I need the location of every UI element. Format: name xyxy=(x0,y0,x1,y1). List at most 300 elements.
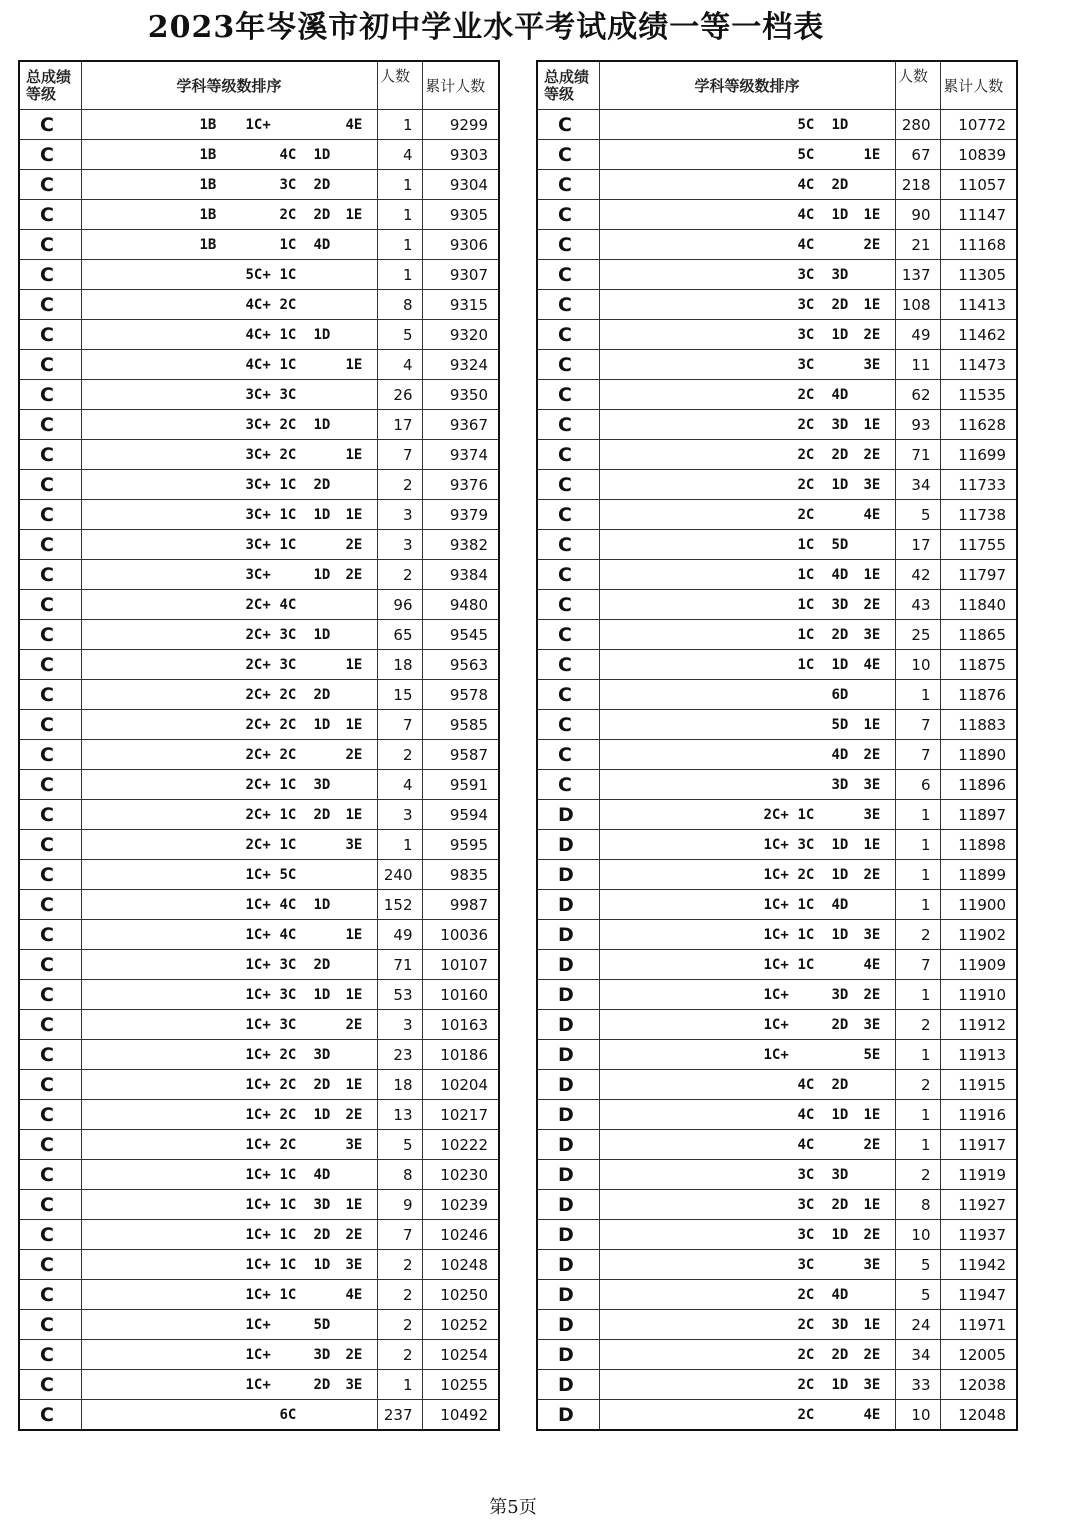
table-row xyxy=(19,860,499,890)
table-row xyxy=(537,230,1017,260)
count-cell: 15 xyxy=(377,680,422,710)
table-row xyxy=(19,350,499,380)
sequence-slot: 3D xyxy=(831,596,849,613)
count-cell: 1 xyxy=(377,230,422,260)
grade-cell: D xyxy=(537,1340,599,1370)
sequence-cell xyxy=(599,650,895,680)
cumulative-cell: 9563 xyxy=(422,650,499,680)
cumulative-cell: 10107 xyxy=(422,950,499,980)
sequence-cell xyxy=(599,500,895,530)
sequence-slot: 1E xyxy=(863,1106,881,1123)
table-row xyxy=(19,890,499,920)
sequence-slot: 5D xyxy=(831,536,849,553)
cumulative-cell: 11942 xyxy=(940,1250,1017,1280)
sequence-slot: 3C xyxy=(797,356,815,373)
count-cell: 17 xyxy=(895,530,940,560)
grade-cell: C xyxy=(19,1280,81,1310)
sequence-cell xyxy=(599,470,895,500)
table-row xyxy=(19,380,499,410)
table-row xyxy=(537,920,1017,950)
table-row xyxy=(537,1130,1017,1160)
table-row xyxy=(537,1310,1017,1340)
grade-cell: C xyxy=(19,140,81,170)
sequence-slot: 1C+ xyxy=(245,956,271,973)
table-row xyxy=(19,1160,499,1190)
grade-cell: C xyxy=(19,1370,81,1400)
count-cell: 2 xyxy=(377,560,422,590)
sequence-slot: 1C xyxy=(279,806,297,823)
cumulative-cell: 9299 xyxy=(422,110,499,140)
cumulative-cell: 9578 xyxy=(422,680,499,710)
sequence-slot: 2D xyxy=(831,296,849,313)
sequence-cell xyxy=(599,260,895,290)
cumulative-cell: 10492 xyxy=(422,1400,499,1431)
count-cell: 7 xyxy=(377,440,422,470)
table-row xyxy=(19,980,499,1010)
grade-cell: D xyxy=(537,1100,599,1130)
sequence-cell xyxy=(81,950,377,980)
cumulative-cell: 9591 xyxy=(422,770,499,800)
sequence-cell xyxy=(81,620,377,650)
sequence-slot: 2E xyxy=(863,326,881,343)
sequence-slot: 1E xyxy=(345,986,363,1003)
count-cell: 2 xyxy=(377,740,422,770)
table-row xyxy=(537,1370,1017,1400)
cumulative-cell: 11896 xyxy=(940,770,1017,800)
sequence-cell xyxy=(81,590,377,620)
sequence-slot: 2C+ xyxy=(245,716,271,733)
cumulative-cell: 9480 xyxy=(422,590,499,620)
table-row xyxy=(537,1040,1017,1070)
table-row xyxy=(19,770,499,800)
sequence-slot: 1C+ xyxy=(245,1166,271,1183)
grade-cell: C xyxy=(19,770,81,800)
table-row xyxy=(19,1280,499,1310)
sequence-slot: 2D xyxy=(313,1376,331,1393)
sequence-slot: 1D xyxy=(831,1226,849,1243)
cumulative-cell: 11898 xyxy=(940,830,1017,860)
cumulative-cell: 11917 xyxy=(940,1130,1017,1160)
sequence-slot: 2C+ xyxy=(245,596,271,613)
sequence-slot: 3C+ xyxy=(245,506,271,523)
cumulative-cell: 9350 xyxy=(422,380,499,410)
table-row xyxy=(19,1070,499,1100)
count-cell: 7 xyxy=(895,740,940,770)
sequence-slot: 2D xyxy=(831,446,849,463)
grade-cell: C xyxy=(537,410,599,440)
sequence-slot: 2E xyxy=(345,566,363,583)
sequence-cell xyxy=(599,1130,895,1160)
sequence-slot: 1C xyxy=(279,1226,297,1243)
sequence-slot: 1E xyxy=(345,446,363,463)
cumulative-cell: 9374 xyxy=(422,440,499,470)
sequence-cell xyxy=(599,350,895,380)
grade-cell: C xyxy=(19,800,81,830)
cumulative-cell: 11876 xyxy=(940,680,1017,710)
sequence-slot: 1C+ xyxy=(763,956,789,973)
sequence-cell xyxy=(599,320,895,350)
cumulative-cell: 11883 xyxy=(940,710,1017,740)
sequence-slot: 1C+ xyxy=(763,926,789,943)
sequence-slot: 1D xyxy=(313,1106,331,1123)
grade-cell: D xyxy=(537,1370,599,1400)
sequence-slot: 1C+ xyxy=(245,1196,271,1213)
sequence-slot: 3C+ xyxy=(245,386,271,403)
table-row xyxy=(19,140,499,170)
sequence-slot: 1C+ xyxy=(245,986,271,1003)
cumulative-cell: 11147 xyxy=(940,200,1017,230)
cumulative-cell: 11840 xyxy=(940,590,1017,620)
count-cell: 1 xyxy=(895,890,940,920)
sequence-slot: 4C xyxy=(279,896,297,913)
grade-cell: C xyxy=(19,350,81,380)
grade-cell: C xyxy=(19,710,81,740)
table-row xyxy=(19,1130,499,1160)
sequence-slot: 1C+ xyxy=(245,116,271,133)
cumulative-cell: 11733 xyxy=(940,470,1017,500)
cumulative-cell: 9306 xyxy=(422,230,499,260)
cumulative-cell: 11628 xyxy=(940,410,1017,440)
sequence-slot: 1D xyxy=(831,1376,849,1393)
sequence-cell xyxy=(599,380,895,410)
count-cell: 4 xyxy=(377,140,422,170)
sequence-slot: 3D xyxy=(313,1046,331,1063)
sequence-slot: 2E xyxy=(863,746,881,763)
table-row xyxy=(537,320,1017,350)
cumulative-cell: 11890 xyxy=(940,740,1017,770)
count-cell: 1 xyxy=(895,860,940,890)
grade-cell: C xyxy=(19,1310,81,1340)
sequence-slot: 1E xyxy=(863,716,881,733)
sequence-cell xyxy=(599,1100,895,1130)
grade-cell: C xyxy=(537,350,599,380)
sequence-cell xyxy=(81,1130,377,1160)
sequence-slot: 3C+ xyxy=(245,536,271,553)
grade-cell: D xyxy=(537,830,599,860)
sequence-slot: 3E xyxy=(863,356,881,373)
grade-cell: C xyxy=(537,290,599,320)
sequence-slot: 3C xyxy=(279,986,297,1003)
table-row xyxy=(19,560,499,590)
grade-cell: C xyxy=(19,650,81,680)
sequence-slot: 2E xyxy=(863,1136,881,1153)
sequence-slot: 1C+ xyxy=(245,1286,271,1303)
cumulative-cell: 10254 xyxy=(422,1340,499,1370)
sequence-slot: 2C xyxy=(797,1316,815,1333)
sequence-slot: 5C+ xyxy=(245,266,271,283)
cumulative-cell: 12005 xyxy=(940,1340,1017,1370)
sequence-slot: 4E xyxy=(863,656,881,673)
sequence-slot: 3E xyxy=(863,806,881,823)
sequence-slot: 3C+ xyxy=(245,416,271,433)
sequence-cell xyxy=(81,1370,377,1400)
cumulative-cell: 9307 xyxy=(422,260,499,290)
grade-cell: D xyxy=(537,1070,599,1100)
sequence-slot: 5C xyxy=(797,146,815,163)
sequence-slot: 1D xyxy=(831,1106,849,1123)
sequence-slot: 1E xyxy=(863,1316,881,1333)
grade-cell: D xyxy=(537,1160,599,1190)
sequence-slot: 3C+ xyxy=(245,476,271,493)
cumulative-cell: 10204 xyxy=(422,1070,499,1100)
cumulative-cell: 11797 xyxy=(940,560,1017,590)
sequence-cell xyxy=(599,200,895,230)
sequence-slot: 1B xyxy=(199,146,217,163)
sequence-cell xyxy=(599,770,895,800)
sequence-slot: 4C xyxy=(279,146,297,163)
sequence-slot: 1C+ xyxy=(245,896,271,913)
sequence-slot: 4E xyxy=(863,956,881,973)
table-row xyxy=(19,1370,499,1400)
count-cell: 1 xyxy=(377,830,422,860)
cumulative-cell: 9545 xyxy=(422,620,499,650)
sequence-slot: 1C xyxy=(279,1196,297,1213)
cumulative-cell: 9595 xyxy=(422,830,499,860)
grade-cell: C xyxy=(19,260,81,290)
sequence-slot: 1C+ xyxy=(245,1106,271,1123)
grade-cell: C xyxy=(537,260,599,290)
table-row xyxy=(537,980,1017,1010)
count-cell: 62 xyxy=(895,380,940,410)
count-cell: 24 xyxy=(895,1310,940,1340)
count-cell: 8 xyxy=(377,290,422,320)
sequence-slot: 1C xyxy=(797,956,815,973)
cumulative-cell: 11755 xyxy=(940,530,1017,560)
sequence-cell xyxy=(599,1370,895,1400)
sequence-slot: 1E xyxy=(863,1196,881,1213)
table-row xyxy=(19,1250,499,1280)
count-cell: 4 xyxy=(377,350,422,380)
table-row xyxy=(19,440,499,470)
count-cell: 93 xyxy=(895,410,940,440)
grade-cell: D xyxy=(537,1310,599,1340)
sequence-cell xyxy=(599,830,895,860)
grade-cell: C xyxy=(19,200,81,230)
grade-cell: C xyxy=(537,500,599,530)
sequence-slot: 4E xyxy=(863,1406,881,1423)
cumulative-cell: 10160 xyxy=(422,980,499,1010)
sequence-cell xyxy=(81,140,377,170)
cumulative-cell: 10217 xyxy=(422,1100,499,1130)
table-row xyxy=(537,590,1017,620)
sequence-slot: 1C xyxy=(279,236,297,253)
table-row xyxy=(537,830,1017,860)
count-cell: 7 xyxy=(377,1220,422,1250)
table-row xyxy=(537,350,1017,380)
count-cell: 10 xyxy=(895,1400,940,1431)
sequence-cell xyxy=(599,290,895,320)
cumulative-cell: 10252 xyxy=(422,1310,499,1340)
sequence-slot: 2C+ xyxy=(245,626,271,643)
grade-cell: C xyxy=(537,530,599,560)
sequence-cell xyxy=(81,1400,377,1431)
grade-cell: C xyxy=(537,440,599,470)
sequence-slot: 1C xyxy=(279,356,297,373)
count-cell: 49 xyxy=(895,320,940,350)
sequence-cell xyxy=(81,560,377,590)
table-row xyxy=(19,950,499,980)
grade-cell: C xyxy=(537,620,599,650)
sequence-cell xyxy=(599,440,895,470)
table-row xyxy=(537,260,1017,290)
sequence-slot: 1D xyxy=(831,116,849,133)
count-cell: 6 xyxy=(895,770,940,800)
sequence-slot: 1D xyxy=(313,146,331,163)
count-cell: 152 xyxy=(377,890,422,920)
sequence-slot: 4C xyxy=(797,206,815,223)
cumulative-cell: 11168 xyxy=(940,230,1017,260)
table-row xyxy=(19,1310,499,1340)
count-cell: 8 xyxy=(377,1160,422,1190)
sequence-slot: 1E xyxy=(345,206,363,223)
sequence-slot: 6D xyxy=(831,686,849,703)
sequence-cell xyxy=(599,1400,895,1431)
sequence-slot: 1E xyxy=(345,806,363,823)
grade-cell: C xyxy=(19,1040,81,1070)
sequence-cell xyxy=(81,830,377,860)
sequence-slot: 4C xyxy=(797,1106,815,1123)
cumulative-cell: 9384 xyxy=(422,560,499,590)
count-cell: 1 xyxy=(895,1100,940,1130)
sequence-slot: 1C+ xyxy=(245,1076,271,1093)
grade-cell: C xyxy=(19,740,81,770)
sequence-slot: 1C xyxy=(279,1166,297,1183)
sequence-slot: 2D xyxy=(313,686,331,703)
sequence-slot: 1D xyxy=(313,896,331,913)
sequence-slot: 1D xyxy=(313,1256,331,1273)
header-count: 人数 xyxy=(377,61,422,110)
cumulative-cell: 10186 xyxy=(422,1040,499,1070)
cumulative-cell: 10250 xyxy=(422,1280,499,1310)
sequence-slot: 1E xyxy=(345,506,363,523)
table-row xyxy=(537,200,1017,230)
grade-cell: C xyxy=(19,440,81,470)
sequence-cell xyxy=(599,110,895,140)
count-cell: 71 xyxy=(895,440,940,470)
sequence-cell xyxy=(599,1160,895,1190)
grade-cell: C xyxy=(537,110,599,140)
grade-cell: C xyxy=(19,500,81,530)
table-row xyxy=(19,650,499,680)
cumulative-cell: 11937 xyxy=(940,1220,1017,1250)
sequence-cell xyxy=(81,1190,377,1220)
count-cell: 42 xyxy=(895,560,940,590)
cumulative-cell: 11912 xyxy=(940,1010,1017,1040)
sequence-slot: 1C xyxy=(797,596,815,613)
sequence-cell xyxy=(599,1340,895,1370)
sequence-slot: 1E xyxy=(863,206,881,223)
cumulative-cell: 9835 xyxy=(422,860,499,890)
count-cell: 5 xyxy=(377,320,422,350)
sequence-slot: 5D xyxy=(831,716,849,733)
sequence-slot: 1D xyxy=(831,926,849,943)
count-cell: 3 xyxy=(377,1010,422,1040)
grade-cell: C xyxy=(537,710,599,740)
sequence-slot: 1C xyxy=(279,476,297,493)
sequence-slot: 1E xyxy=(863,416,881,433)
sequence-slot: 4D xyxy=(831,1286,849,1303)
sequence-slot: 1E xyxy=(345,656,363,673)
grade-cell: C xyxy=(19,380,81,410)
sequence-slot: 2D xyxy=(831,176,849,193)
sequence-slot: 1D xyxy=(831,866,849,883)
cumulative-cell: 11947 xyxy=(940,1280,1017,1310)
sequence-slot: 1D xyxy=(831,206,849,223)
header-count: 人数 xyxy=(895,61,940,110)
table-row xyxy=(19,620,499,650)
grade-cell: C xyxy=(537,770,599,800)
grade-cell: D xyxy=(537,1190,599,1220)
sequence-slot: 1C xyxy=(279,776,297,793)
sequence-slot: 1C xyxy=(797,536,815,553)
sequence-slot: 1E xyxy=(345,1076,363,1093)
cumulative-cell: 11875 xyxy=(940,650,1017,680)
count-cell: 8 xyxy=(895,1190,940,1220)
count-cell: 3 xyxy=(377,500,422,530)
sequence-slot: 2E xyxy=(863,446,881,463)
grade-cell: D xyxy=(537,1040,599,1070)
sequence-cell xyxy=(599,1310,895,1340)
count-cell: 7 xyxy=(895,950,940,980)
header-sequence: 学科等级数排序 xyxy=(599,61,895,110)
table-row xyxy=(19,1010,499,1040)
cumulative-cell: 9594 xyxy=(422,800,499,830)
sequence-slot: 2C+ xyxy=(245,836,271,853)
header-grade: 总成绩等级 xyxy=(537,61,599,110)
sequence-slot: 4C xyxy=(797,1136,815,1153)
sequence-cell xyxy=(599,920,895,950)
table-row xyxy=(537,1160,1017,1190)
sequence-cell xyxy=(81,1220,377,1250)
sequence-cell xyxy=(81,1010,377,1040)
cumulative-cell: 9315 xyxy=(422,290,499,320)
sequence-cell xyxy=(599,980,895,1010)
count-cell: 26 xyxy=(377,380,422,410)
sequence-slot: 2C+ xyxy=(763,806,789,823)
table-row xyxy=(19,920,499,950)
grade-cell: C xyxy=(19,590,81,620)
sequence-cell xyxy=(81,470,377,500)
sequence-slot: 6C xyxy=(279,1406,297,1423)
count-cell: 2 xyxy=(895,1160,940,1190)
count-cell: 90 xyxy=(895,200,940,230)
sequence-cell xyxy=(81,530,377,560)
sequence-slot: 1C+ xyxy=(245,1136,271,1153)
sequence-slot: 1D xyxy=(313,626,331,643)
sequence-slot: 3E xyxy=(345,836,363,853)
table-row xyxy=(19,230,499,260)
count-cell: 65 xyxy=(377,620,422,650)
sequence-slot: 3D xyxy=(313,1196,331,1213)
cumulative-cell: 9303 xyxy=(422,140,499,170)
cumulative-cell: 11473 xyxy=(940,350,1017,380)
right-grade-table xyxy=(536,60,1018,1431)
count-cell: 5 xyxy=(895,1250,940,1280)
sequence-cell xyxy=(599,1070,895,1100)
grade-cell: D xyxy=(537,1400,599,1431)
cumulative-cell: 11897 xyxy=(940,800,1017,830)
sequence-slot: 2E xyxy=(345,536,363,553)
cumulative-cell: 9587 xyxy=(422,740,499,770)
grade-cell: C xyxy=(537,200,599,230)
cumulative-cell: 10222 xyxy=(422,1130,499,1160)
sequence-slot: 1D xyxy=(831,326,849,343)
sequence-slot: 1B xyxy=(199,236,217,253)
count-cell: 7 xyxy=(895,710,940,740)
sequence-slot: 1C+ xyxy=(763,1046,789,1063)
sequence-slot: 3C xyxy=(279,176,297,193)
sequence-slot: 2C xyxy=(279,1106,297,1123)
